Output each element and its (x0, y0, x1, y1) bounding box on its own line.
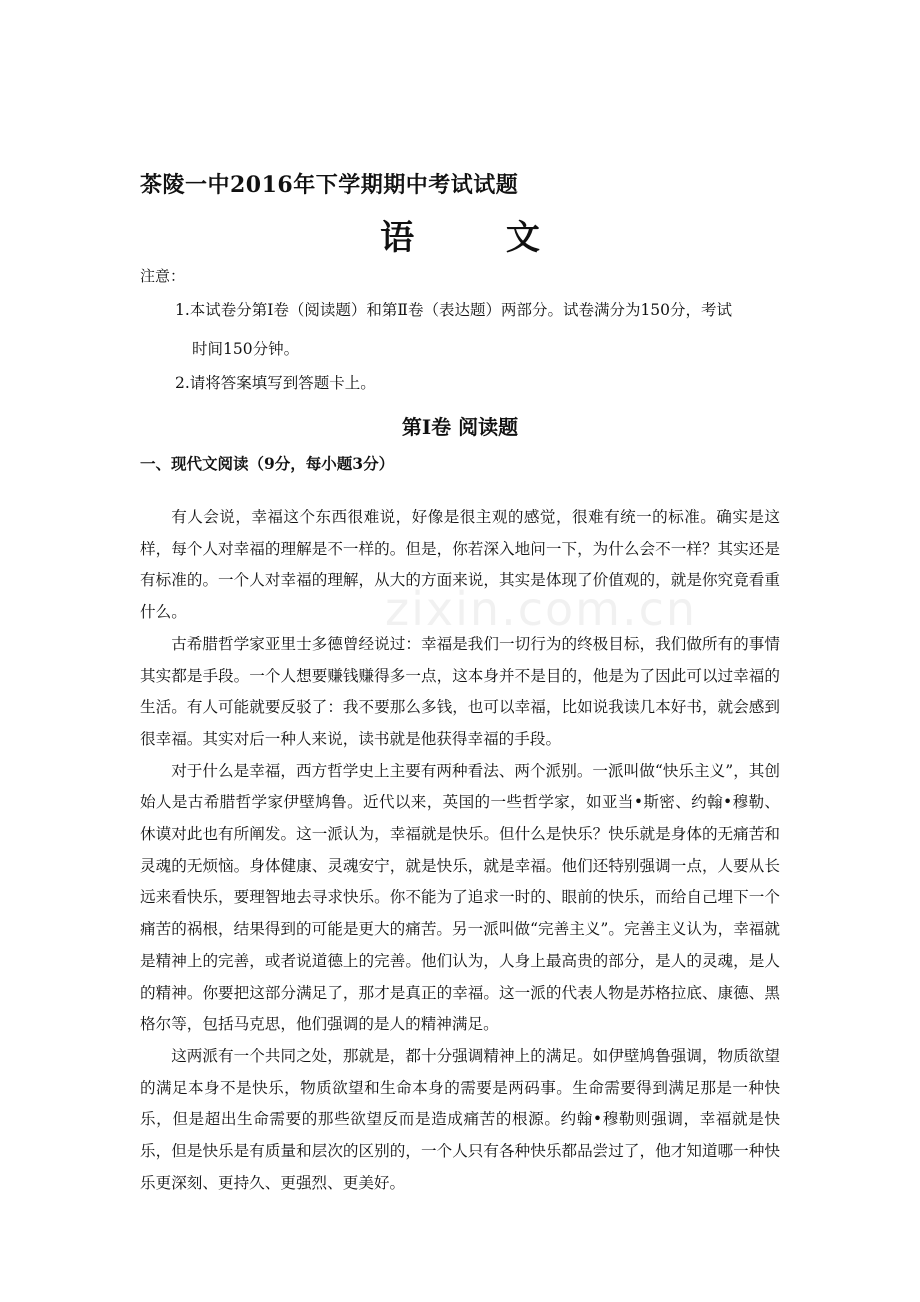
part-title: 第Ⅰ卷 阅读题 (401, 415, 519, 439)
section-title: 一、现代文阅读（9分，每小题3分） (140, 454, 395, 473)
passage-paragraph-1: 有人会说，幸福这个东西很难说，好像是很主观的感觉，很难有统一的标准。确实是这样，每个人对幸福的理解是不一样的。但是，你若深入地问一下，为什么会不一样？其实还是有标准的。一个人对幸福的理解，从大的方面来说，其实是体现了价值观的，就是你究竟看重什么。 (140, 508, 780, 622)
passage-paragraph-2: 古希腊哲学家亚里士多德曾经说过：幸福是我们一切行为的终极目标，我们做所有的事情其实都是手段。一个人想要赚钱赚得多一点，这本身并不是目的，他是为了因此可以过幸福的生活。有人可能就要反驳了：我不要那么多钱，也可以幸福，比如说我读几本好书，就会感到很幸福。其实对后一种人来说，读书就是他获得幸福的手段。 (140, 634, 780, 748)
exam-title: 茶陵一中2016年下学期期中考试试题 (140, 172, 519, 198)
passage-paragraph-3: 对于什么是幸福，西方哲学史上主要有两种看法、两个派别。一派叫做“快乐主义”，其创始人是古希腊哲学家伊壁鸠鲁。近代以来，英国的一些哲学家，如亚当•斯密、约翰•穆勒、休谟对此也有所阐发。这一派认为，幸福就是快乐。但什么是快乐？快乐就是身体的无痛苦和灵魂的无烦恼。身体健康、灵魂安宁，就是快乐，就是幸福。他们还特别强调一点，人要从长远来看快乐，要理智地去寻求快乐。你不能为了追求一时的、眼前的快乐，而给自己埋下一个痛苦的祸根，结果得到的可能是更大的痛苦。另一派叫做“完善主义”。完善主义认为，幸福就是精神上的完善，或者说道德上的完善。他们认为，人身上最高贵的部分，是人的灵魂，是人的精神。你要把这部分满足了，那才是真正的幸福。这一派的代表人物是苏格拉底、康德、黑格尔等，包括马克思，他们强调的是人的精神满足。 (140, 761, 780, 1034)
notice-label: 注意： (140, 267, 186, 285)
notice-item-1-continued: 时间150分钟。 (192, 340, 300, 358)
passage-paragraph-4: 这两派有一个共同之处，那就是，都十分强调精神上的满足。如伊壁鸠鲁强调，物质欲望的满足本身不是快乐，物质欲望和生命本身的需要是两码事。生命需要得到满足那是一种快乐，但是超出生命需要的那些欲望反而是造成痛苦的根源。约翰•穆勒则强调，幸福就是快乐，但是快乐是有质量和层次的区别的，一个人只有各种快乐都品尝过了，他才知道哪一种快乐更深刻、更持久、更强烈、更美好。 (140, 1046, 780, 1192)
notice-item-1: 1.本试卷分第Ⅰ卷（阅读题）和第Ⅱ卷（表达题）两部分。试卷满分为150分，考试 (175, 301, 733, 319)
notice-item-2: 2.请将答案填写到答题卡上。 (175, 374, 376, 392)
watermark: zixin.com.cn (385, 582, 698, 636)
subject-title: 语 文 (380, 218, 580, 258)
